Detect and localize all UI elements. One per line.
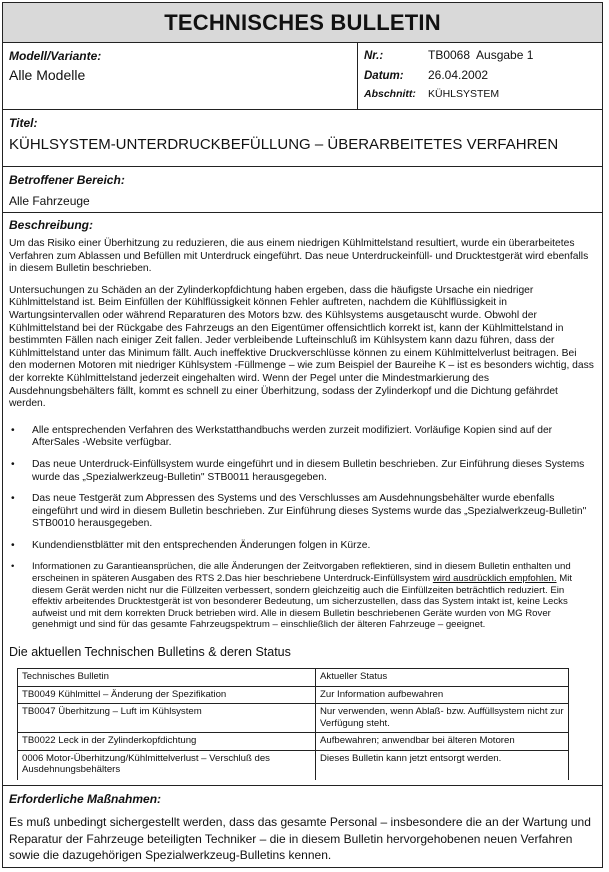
document-title: TECHNISCHES BULLETIN	[164, 9, 441, 35]
bullet-icon: •	[11, 493, 15, 505]
bulletin-info-block	[358, 43, 602, 109]
bulletin-cell: TB0049 Kühlmittel – Änderung der Spezifikation	[18, 686, 316, 704]
model-label: Modell/Variante:	[9, 49, 102, 63]
status-cell: Nur verwenden, wenn Ablaß- bzw. Auffüllsystem nicht zur Verfügung steht.	[316, 704, 569, 733]
column-header: Technisches Bulletin	[18, 669, 316, 687]
bullet-text: Kundendienstblätter mit den entsprechenden Änderungen folgen in Kürze.	[32, 539, 371, 551]
bullet-item	[9, 425, 596, 450]
table-row	[18, 750, 569, 780]
status-cell: Dieses Bulletin kann jetzt entsorgt werden.	[316, 750, 569, 780]
title-section	[3, 110, 602, 167]
meta-row	[3, 43, 602, 110]
bullet-text: Alle entsprechenden Verfahren des Werkstatthandbuchs werden zurzeit modifiziert. Vorläufige Kopien sind auf der AfterSales -Website verfügbar.	[32, 424, 553, 449]
description-paragraph: Um das Risiko einer Überhitzung zu reduzieren, die aus einem niedrigen Kühlmittelstand resultiert, wurde ein überarbeitetes Verfahren zum Ablassen und Befüllen mit Unterdruck eingeführt. Das neue Unterdruckeinfüll- und Drucktestgerät wird ebenfalls in diesem Bulletin beschrieben.	[9, 238, 589, 275]
bullet-text-before: Informationen zu Garantieansprüchen, die alle Änderungen der Zeitvorgaben reflektieren, sind in diesem Bulletin enthalten und erscheinen in späteren Ausgaben des RTS 2.Das hier beschriebene Unterdruck-Einfüllsystem	[32, 561, 571, 585]
bulletin-cell: TB0022 Leck in der Zylinderkopfdichtung	[18, 733, 316, 751]
section-label: Abschnitt:	[364, 88, 416, 100]
bullet-item	[9, 493, 596, 531]
section-value: KÜHLSYSTEM	[428, 88, 500, 100]
affected-area-label: Betroffener Bereich:	[9, 173, 125, 187]
model-block	[3, 43, 358, 109]
bullet-text: Das neue Unterdruck-Einfüllsystem wurde eingeführt und in diesem Bulletin beschrieben. Zur Einführung dieses Systems wurde das „Spezialwerkzeug-Bulletin" STB0011 herausgegeben.	[32, 458, 585, 483]
status-cell: Zur Information aufbewahren	[316, 686, 569, 704]
description-section	[3, 213, 602, 786]
bullet-icon: •	[11, 561, 15, 573]
nr-value: TB0068 Ausgabe 1	[428, 48, 534, 62]
bullet-icon: •	[11, 539, 15, 551]
bullet-item	[9, 459, 596, 484]
table-header-row	[18, 669, 569, 687]
bullet-item	[9, 561, 596, 631]
affected-area-value: Alle Fahrzeuge	[9, 194, 90, 208]
section-line	[364, 88, 596, 108]
date-line	[364, 68, 596, 88]
description-label: Beschreibung:	[9, 218, 94, 232]
description-paragraph: Untersuchungen zu Schäden an der Zylinderkopfdichtung haben ergeben, dass die häufigste Ursache ein niedriger Kühlmittelstand ist. Beim Einfüllen der Kühlflüssigkeit können Fehler auftreten, nachdem die Kühlflüssigkeit in Wartungsintervallen oder während Reparaturen des Motors bzw. des Kühlsystems ausgetauscht wurde. Obwohl der Kühlmittelstand bei der Rückgabe des Fahrzeugs an den Eigentümer offensichtlich korrekt ist, kann der Kühlmittelstand in bestimmten Fällen nach einiger Zeit fallen. Jeder verbleibende Lufteinschluß im Kühlsystem kann dazu führen, dass der Kühlmittelstand unter das Minimum fällt. Auch ineffektive Druckverschlüsse können zu einem Kühlmittelverlust beitragen. Bei den modernen Motoren mit niedriger Kühlsystem -Füllmenge – wie zum Beispiel der Baureihe K – ist es besonders wichtig, dass der korrekte Kühlmittelstand jederzeit eingehalten wird. Wenn der Pegel unter die Mindestmarkierung des Ausdehnungsbehälters fällt, kommt es schnell zu einer Überhitzung, sodass der Zylinderkopf und die Dichtung gefährdet werden.	[9, 284, 594, 410]
required-actions-label: Erforderliche Maßnahmen:	[9, 792, 162, 806]
bullet-text: Das neue Testgerät zum Abpressen des Systems und des Verschlusses am Ausdehnungsbehälter wurde ebenfalls eingeführt und wird in diesem Bulletin beschrieben. Zur Einführung dieses Systems wurde das „Spezialwerkzeug-Bulletin" STB0010 herausgegeben.	[32, 493, 587, 530]
title-value: KÜHLSYSTEM-UNTERDRUCKBEFÜLLUNG – ÜBERARBEITETES VERFAHREN	[9, 136, 559, 153]
title-label: Titel:	[9, 116, 38, 130]
table-row	[18, 704, 569, 733]
bullet-text-after: Mit diesem Gerät werden nicht nur die Füllzeiten verbessert, sondern gleichzeitig auch die Einfüllzeiten beträchtlich reduziert. Ein effektiv arbeitendes Drucktestgerät ist von besonderer Bedeutung, um sicherzustellen, dass das System intakt ist, keine Lecks aufweist und mit dem korrekten Druck betrieben wird. Alle in diesem Bulletin beschriebenen Geräte wurden von MG Rover genehmigt und sind für das gesamte Fahrzeugspektrum – einschließlich der älteren Fahrzeuge – geeignet.	[32, 573, 573, 631]
bullet-item	[9, 540, 596, 553]
table-row	[18, 686, 569, 704]
column-header: Aktueller Status	[316, 669, 569, 687]
nr-label: Nr.:	[364, 50, 384, 62]
bulletin-header	[3, 3, 602, 43]
status-cell: Aufbewahren; anwendbar bei älteren Motoren	[316, 733, 569, 751]
bulletin-page	[2, 2, 603, 868]
bullet-icon: •	[11, 458, 15, 470]
bulletin-cell: 0006 Motor-Überhitzung/Kühlmittelverlust – Verschluß des Ausdehnungsbehälters	[18, 750, 316, 780]
required-actions-section	[3, 786, 602, 870]
nr-line	[364, 48, 596, 68]
affected-area-section	[3, 167, 602, 213]
status-table-heading: Die aktuellen Technischen Bulletins & deren Status	[9, 645, 291, 660]
model-value: Alle Modelle	[9, 67, 86, 83]
table-row	[18, 733, 569, 751]
date-value: 26.04.2002	[428, 68, 489, 82]
bullet-list	[9, 425, 596, 631]
status-table	[17, 668, 569, 780]
date-label: Datum:	[364, 70, 404, 82]
bullet-text	[32, 561, 596, 631]
bulletin-cell: TB0047 Überhitzung – Luft im Kühlsystem	[18, 704, 316, 733]
recommendation-emphasis: wird ausdrücklich empfohlen.	[432, 573, 557, 585]
bullet-icon: •	[11, 424, 15, 436]
required-actions-text: Es muß unbedingt sichergestellt werden, dass das gesamte Personal – insbesondere die an der Wartung und Reparatur der Fahrzeuge beteiligten Techniker – die in diesem Bulletin hervorgehobenen neuen Verfahren sowie die dazugehörigen Spezialwerkzeug-Bulletins kennen.	[9, 815, 591, 862]
